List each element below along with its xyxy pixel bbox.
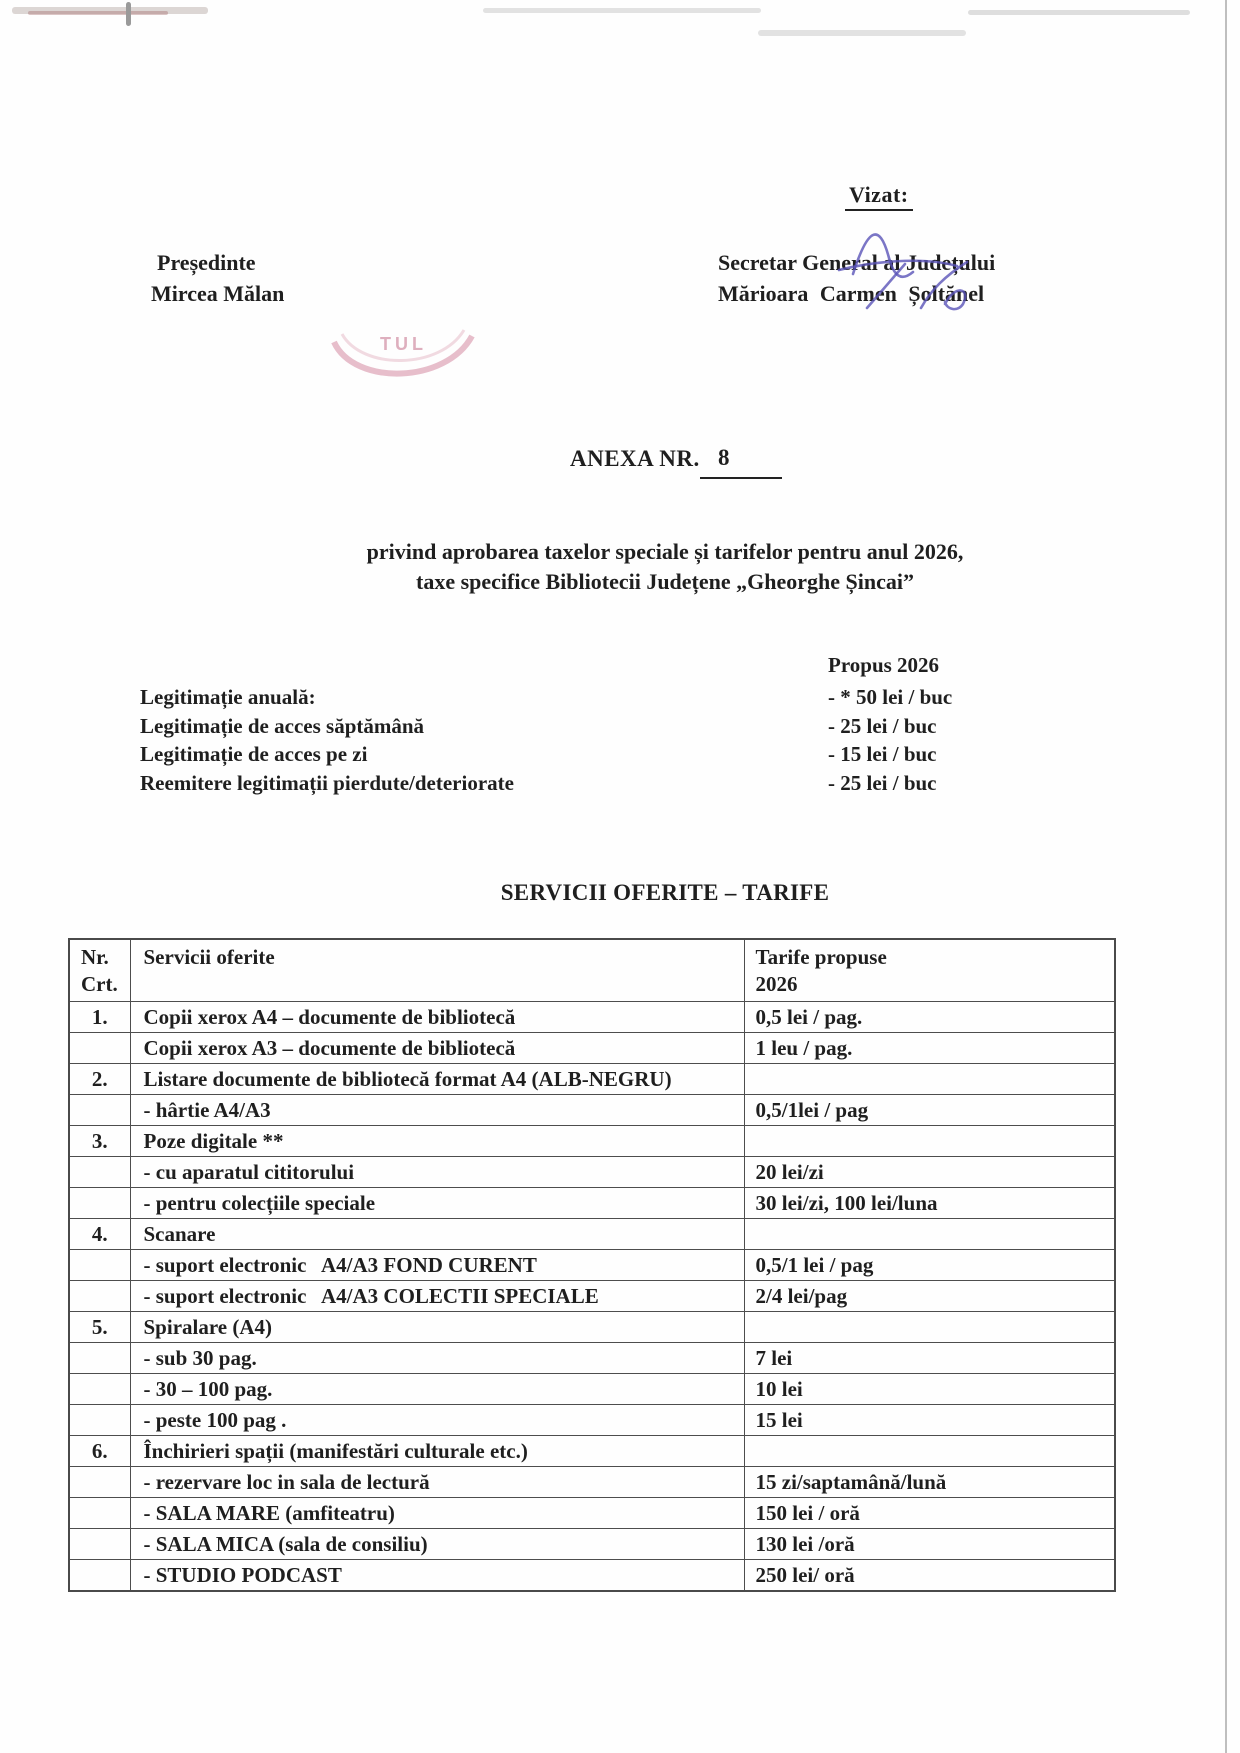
cell-service: - SALA MARE (amfiteatru) <box>130 1497 744 1528</box>
header-cell-services: Servicii oferite <box>130 939 744 1001</box>
cell-tariff: 250 lei/ oră <box>744 1559 1115 1591</box>
cell-service: - suport electronic A4/A3 COLECTII SPECIALE <box>130 1280 744 1311</box>
cell-service: Scanare <box>130 1218 744 1249</box>
cell-nr <box>69 1094 130 1125</box>
cell-service: Spiralare (A4) <box>130 1311 744 1342</box>
cell-nr: 5. <box>69 1311 130 1342</box>
cell-tariff: 20 lei/zi <box>744 1156 1115 1187</box>
table-row <box>69 1559 1115 1591</box>
table-row <box>69 1032 1115 1063</box>
scan-edge-line <box>1225 0 1227 1753</box>
table-row <box>69 1466 1115 1497</box>
cell-nr: 2. <box>69 1063 130 1094</box>
fee-value: - 25 lei / buc <box>828 770 937 795</box>
cell-service: - SALA MICA (sala de consiliu) <box>130 1528 744 1559</box>
table-row <box>69 1528 1115 1559</box>
header-cell-tariffs: Tarife propuse 2026 <box>744 939 1115 1001</box>
table-row <box>69 1342 1115 1373</box>
cell-tariff: 10 lei <box>744 1373 1115 1404</box>
cell-tariff: 15 zi/saptamână/lună <box>744 1466 1115 1497</box>
secretary-title: Secretar General al Județului <box>718 250 996 275</box>
table-row <box>69 1497 1115 1528</box>
fee-label: Reemitere legitimații pierdute/deteriorate <box>140 770 514 795</box>
table-row <box>69 1249 1115 1280</box>
secretary-name: Mărioara Carmen Șoltănel <box>718 281 985 306</box>
fee-value: - 25 lei / buc <box>828 713 937 738</box>
cell-service: - sub 30 pag. <box>130 1342 744 1373</box>
cell-service: Închirieri spații (manifestări culturale etc.) <box>130 1435 744 1466</box>
cell-tariff: 1 leu / pag. <box>744 1032 1115 1063</box>
cell-service: - rezervare loc in sala de lectură <box>130 1466 744 1497</box>
cell-nr <box>69 1249 130 1280</box>
annex-number: 8 <box>718 445 730 470</box>
table-row <box>69 1435 1115 1466</box>
header-cell-nr: Nr. Crt. <box>69 939 130 1001</box>
table-row <box>69 1373 1115 1404</box>
cell-service: - peste 100 pag . <box>130 1404 744 1435</box>
table-row <box>69 1125 1115 1156</box>
cell-service: - hârtie A4/A3 <box>130 1094 744 1125</box>
annex-number-underline <box>700 477 782 479</box>
services-table <box>68 938 1116 1592</box>
cell-tariff <box>744 1125 1115 1156</box>
scan-artifact-red-mark <box>28 11 168 15</box>
cell-tariff: 2/4 lei/pag <box>744 1280 1115 1311</box>
fee-value: - * 50 lei / buc <box>828 685 953 709</box>
cell-tariff <box>744 1311 1115 1342</box>
cell-tariff: 130 lei /oră <box>744 1528 1115 1559</box>
table-row <box>69 1218 1115 1249</box>
annex-label: ANEXA NR. <box>570 446 700 471</box>
cell-tariff: 15 lei <box>744 1404 1115 1435</box>
table-row <box>69 1280 1115 1311</box>
cell-nr <box>69 1466 130 1497</box>
cell-nr <box>69 1559 130 1591</box>
cell-nr: 3. <box>69 1125 130 1156</box>
cell-tariff: 7 lei <box>744 1342 1115 1373</box>
cell-nr <box>69 1528 130 1559</box>
annex-subtitle <box>250 537 1080 597</box>
cell-service: Poze digitale ** <box>130 1125 744 1156</box>
signature-scribble <box>775 212 1055 312</box>
fee-values <box>828 683 952 797</box>
cell-tariff <box>744 1435 1115 1466</box>
cell-service: Copii xerox A3 – documente de bibliotecă <box>130 1032 744 1063</box>
cell-tariff: 0,5 lei / pag. <box>744 1001 1115 1032</box>
table-row <box>69 1156 1115 1187</box>
cell-nr <box>69 1342 130 1373</box>
cell-nr <box>69 1156 130 1187</box>
annex-subtitle-line2: taxe specifice Bibliotecii Județene „Gheorghe Șincai” <box>416 569 914 594</box>
cell-tariff <box>744 1218 1115 1249</box>
table-row <box>69 1404 1115 1435</box>
scan-artifact-streak <box>968 10 1190 15</box>
stamp-text: TUL <box>380 334 427 354</box>
cell-nr <box>69 1404 130 1435</box>
cell-nr <box>69 1373 130 1404</box>
table-row <box>69 1094 1115 1125</box>
vizat-label: Vizat: <box>845 182 913 211</box>
president-title: Președinte <box>157 250 256 275</box>
cell-nr: 1. <box>69 1001 130 1032</box>
fee-value: - 15 lei / buc <box>828 742 937 767</box>
cell-service: Copii xerox A4 – documente de bibliotecă <box>130 1001 744 1032</box>
scan-artifact-streak <box>483 8 761 13</box>
cell-service: - STUDIO PODCAST <box>130 1559 744 1591</box>
fee-label: Legitimație de acces pe zi <box>140 742 368 767</box>
header-row <box>69 939 1115 1001</box>
cell-tariff: 150 lei / oră <box>744 1497 1115 1528</box>
cell-tariff: 0,5/1lei / pag <box>744 1094 1115 1125</box>
cell-service: - cu aparatul cititorului <box>130 1156 744 1187</box>
fee-labels <box>140 683 514 797</box>
proposed-year-header: Propus 2026 <box>828 653 940 677</box>
cell-service: - pentru colecțiile speciale <box>130 1187 744 1218</box>
cell-nr: 4. <box>69 1218 130 1249</box>
services-table-body <box>69 1001 1115 1591</box>
table-row <box>69 1311 1115 1342</box>
table-row <box>69 1187 1115 1218</box>
scan-artifact-streak <box>758 30 966 36</box>
cell-service: Listare documente de bibliotecă format A4 (ALB-NEGRU) <box>130 1063 744 1094</box>
cell-nr <box>69 1280 130 1311</box>
cell-nr <box>69 1032 130 1063</box>
cell-nr <box>69 1497 130 1528</box>
cell-nr <box>69 1187 130 1218</box>
fee-label: Legitimație anuală: <box>140 685 316 709</box>
services-table-header <box>69 939 1115 1001</box>
table-row <box>69 1063 1115 1094</box>
fee-label: Legitimație de acces săptămână <box>140 713 425 738</box>
cell-tariff: 0,5/1 lei / pag <box>744 1249 1115 1280</box>
cell-service: - 30 – 100 pag. <box>130 1373 744 1404</box>
annex-subtitle-line1: privind aprobarea taxelor speciale și tarifelor pentru anul 2026, <box>366 539 964 564</box>
services-table-title: SERVICII OFERITE – TARIFE <box>500 880 830 905</box>
cell-tariff <box>744 1063 1115 1094</box>
cell-service: - suport electronic A4/A3 FOND CURENT <box>130 1249 744 1280</box>
stamp-fragment <box>328 328 478 406</box>
scan-artifact-tick <box>126 2 131 26</box>
cell-nr: 6. <box>69 1435 130 1466</box>
president-name: Mircea Mălan <box>151 281 285 306</box>
table-row <box>69 1001 1115 1032</box>
cell-tariff: 30 lei/zi, 100 lei/luna <box>744 1187 1115 1218</box>
